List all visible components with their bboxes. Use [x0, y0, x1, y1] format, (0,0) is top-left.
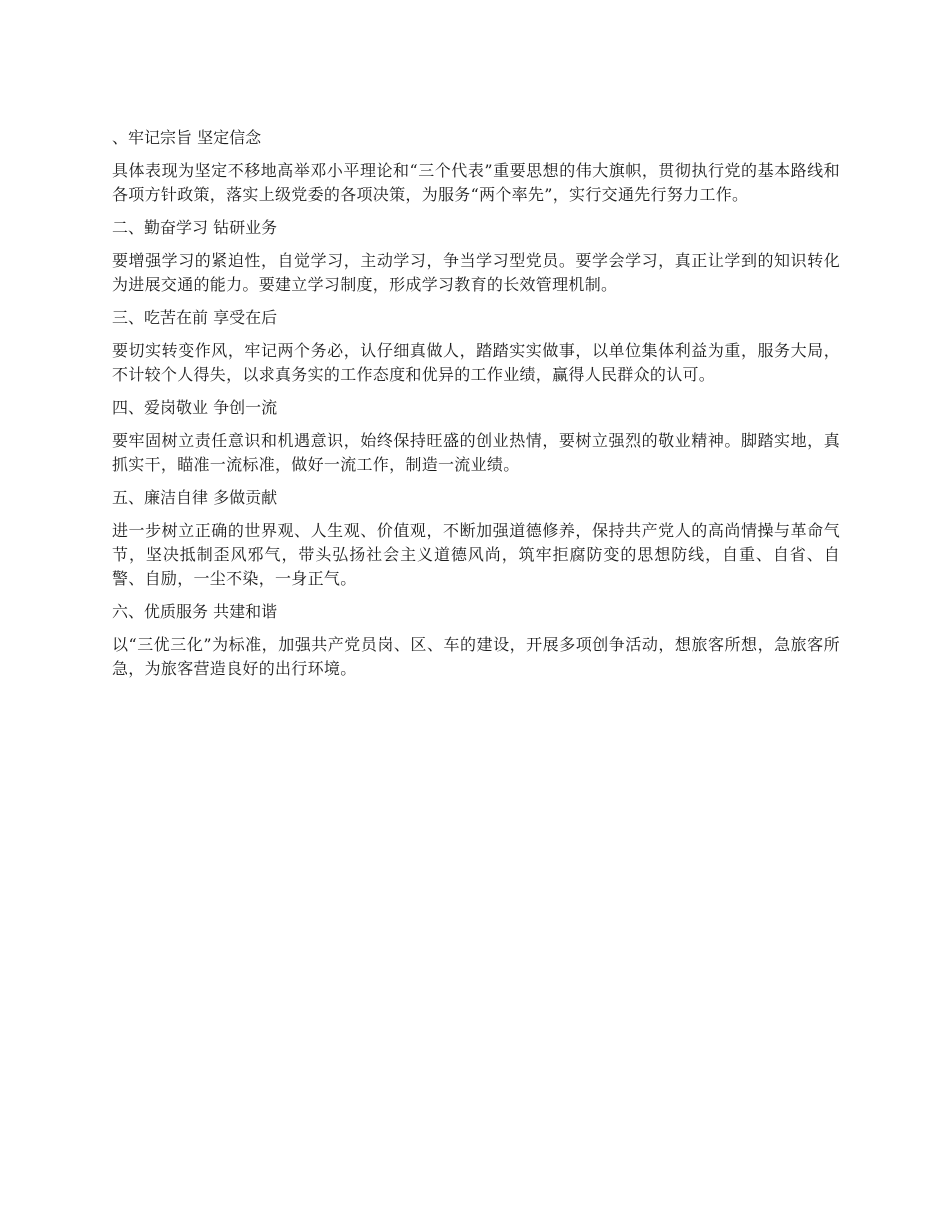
- section-body: 以“三优三化”为标准，加强共产党员岗、区、车的建设，开展多项创争活动，想旅客所想，急旅客所急，为旅客营造良好的出行环境。: [112, 635, 840, 678]
- section-heading: 五、廉洁自律 多做贡献: [112, 488, 278, 507]
- section-body: 要牢固树立责任意识和机遇意识，始终保持旺盛的创业热情，要树立强烈的敬业精神。脚踏实地，真抓实干，瞄准一流标准，做好一流工作，制造一流业绩。: [112, 431, 840, 474]
- section-heading: 六、优质服务 共建和谐: [112, 602, 278, 621]
- section-body: 要增强学习的紧迫性，自觉学习，主动学习，争当学习型党员。要学会学习，真正让学到的知识转化为进展交通的能力。要建立学习制度，形成学习教育的长效管理机制。: [112, 251, 840, 294]
- section-2: [112, 216, 840, 297]
- section-5: [112, 486, 840, 591]
- section-heading: 四、爱岗敬业 争创一流: [112, 398, 278, 417]
- section-body: 进一步树立正确的世界观、人生观、价值观，不断加强道德修养，保持共产党人的高尚情操与革命气节，坚决抵制歪风邪气，带头弘扬社会主义道德风尚，筑牢拒腐防变的思想防线，自重、自省、自警、自励，一尘不染，一身正气。: [112, 521, 840, 588]
- section-4: [112, 396, 840, 477]
- document-page: [112, 126, 840, 690]
- section-3: [112, 306, 840, 387]
- section-heading: 二、勤奋学习 钻研业务: [112, 218, 278, 237]
- section-body: 要切实转变作风，牢记两个务必，认仔细真做人，踏踏实实做事，以单位集体利益为重，服务大局，不计较个人得失，以求真务实的工作态度和优异的工作业绩，赢得人民群众的认可。: [112, 341, 840, 384]
- section-6: [112, 600, 840, 681]
- section-heading: 三、吃苦在前 享受在后: [112, 308, 278, 327]
- section-body: 具体表现为坚定不移地高举邓小平理论和“三个代表”重要思想的伟大旗帜，贯彻执行党的基本路线和各项方针政策，落实上级党委的各项决策，为服务“两个率先”，实行交通先行努力工作。: [112, 161, 840, 204]
- section-heading: 、牢记宗旨 坚定信念: [112, 128, 262, 147]
- section-1: [112, 126, 840, 207]
